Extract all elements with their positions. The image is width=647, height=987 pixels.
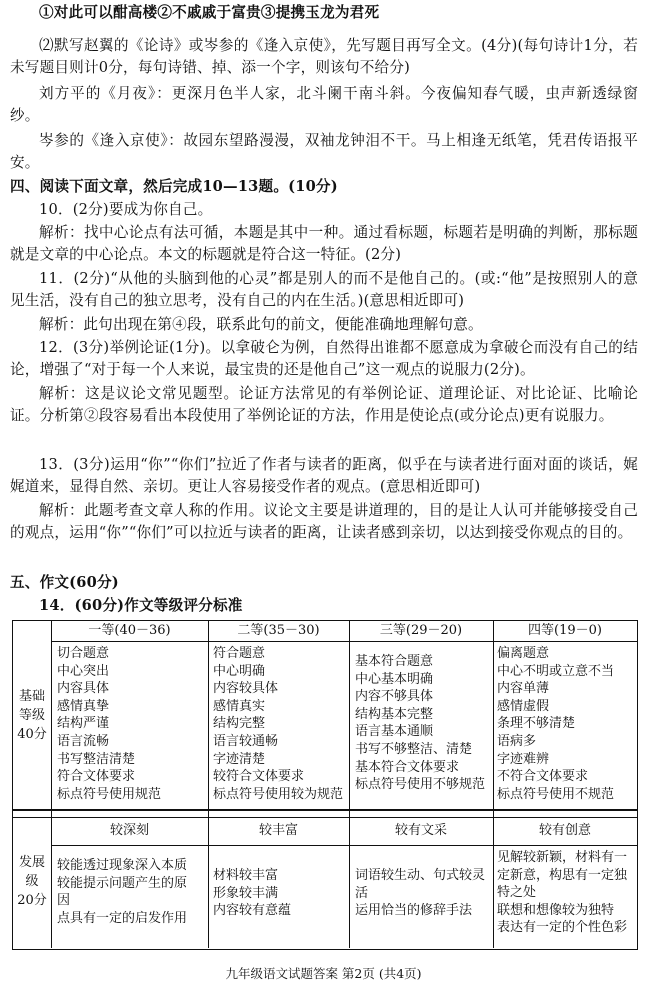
poem-yueye: 刘方平的《月夜》：更深月色半人家，北斗阑干南斗斜。今夜偏知春气暖，虫声新透绿窗纱。 [10,85,638,124]
dev-creative-header: 较有创意 [538,823,591,838]
development-level-label: 发展 级 20分 [17,855,47,908]
answer-11: 11．(2分)“从他的头脑到他的心灵”都是别人的而不是他自己的。(或:“他”是按照别人的意见生活，没有自己的独立思考，没有自己的内在生活。)(意思相近即可) [10,270,638,309]
answer-10: 10．(2分)要成为你自己。 [39,201,213,218]
instruction-dictation: ⑵默写赵翼的《论诗》或岑参的《逢入京使》，先写题目再写全文。(4分)(每句诗计1分，若未写题目则计0分，每句诗错、掉、添一个字，则该句不给分) [10,37,638,76]
analysis-13: 解析：此题考查文章人称的作用。议论文主要是讲道理的，目的是让人认可并能够接受自己的观点，运用“你”“你们”可以拉近与读者的距离，让读者感到亲切，以达到接受你观点的目的。 [10,502,638,541]
dev-rich-header: 较丰富 [258,823,298,838]
page-footer: 九年级语文试题答案 第2页 (共4页) [225,966,422,981]
dev-deep-header: 较深刻 [109,823,149,838]
grade-2-header: 二等(35－30) [237,623,320,638]
grading-table [12,620,638,950]
dev-deep-criteria: 较能透过现象深入本质 较能提示问题产生的原 因 点具有一定的启发作用 [57,858,188,926]
answer-13: 13．(3分)运用“你”“你们”拉近了作者与读者的距离，似乎在与读者进行面对面的谈话，娓娓道来，显得自然、亲切。更让人容易接受作者的观点。(意思相近即可) [10,456,638,495]
grade-3-header: 三等(29－20) [379,623,463,638]
dev-rich-criteria: 材料较丰富 形象较丰满 内容较有意蕴 [213,868,292,919]
grade-3-criteria: 基本符合题意 中心基本明确 内容不够具体 结构基本完整 语言基本通顺 书写不够整洁、清楚 基本符合文体要求 标点符号使用不够规范 [355,654,486,793]
dev-literary-criteria: 词语较生动、句式较灵 活 运用恰当的修辞手法 [355,868,486,919]
grade-1-criteria: 切合题意 中心突出 内容具体 感情真挚 结构严谨 语言流畅 书写整洁清楚 符合文体要求 标点符号使用规范 [57,646,162,802]
answer-12: 12．(3分)举例论证(1分)。以拿破仑为例，自然得出谁都不愿意成为拿破仑而没有自己的结论，增强了“对于每一个人来说，最宝贵的还是他自己”这一观点的说服力(2分)。 [10,339,638,378]
grade-1-header: 一等(40－36) [88,623,171,638]
section-four-heading: 四、阅读下面文章，然后完成10—13题。(10分) [10,178,338,195]
dev-creative-criteria: 见解较新颖，材料有一 定新意，构思有一定独 特之处 联想和想像较为独特 表达有一定的个性色彩 [497,850,628,936]
question-14-heading: 14．(60分)作文等级评分标准 [39,597,243,614]
grade-4-criteria: 偏离题意 中心不明或立意不当 内容单薄 感情虚假 条理不够清楚 语病多 字迹难辨 不符合文体要求 标点符号使用不规范 [497,646,615,802]
analysis-10: 解析：找中心论点有法可循，本题是其中一种。通过看标题，标题若是明确的判断，那标题就是文章的中心论点。本文的标题就是符合这一特征。(2分) [10,224,638,263]
dev-literary-header: 较有文采 [394,823,447,838]
analysis-11: 解析：此句出现在第④段，联系此句的前文，便能准确地理解句意。 [39,316,483,333]
section-five-heading: 五、作文(60分) [10,574,119,591]
grade-4-header: 四等(19－0) [528,623,602,638]
analysis-12: 解析：这是议论文常见题型。论证方法常见的有举例论证、道理论证、对比论证、比喻论证。分析第②段容易看出本段使用了举例论证的方法，作用是使论点(或分论点)更有说服力。 [10,385,638,424]
poem-fengrujingshi: 岑参的《逢入京使》：故园东望路漫漫，双袖龙钟泪不干。马上相逢无纸笔，凭君传语报平安。 [10,132,638,171]
grade-2-criteria: 符合题意 中心明确 内容较具体 感情真实 结构完整 语言较通畅 字迹清楚 较符合文体要求 标点符号使用较为规范 [213,646,344,802]
basic-level-label: 基础 等级 40分 [17,689,47,742]
answer-line-blanks: ①对此可以酣高楼②不戚戚于富贵③提携玉龙为君死 [39,4,380,21]
